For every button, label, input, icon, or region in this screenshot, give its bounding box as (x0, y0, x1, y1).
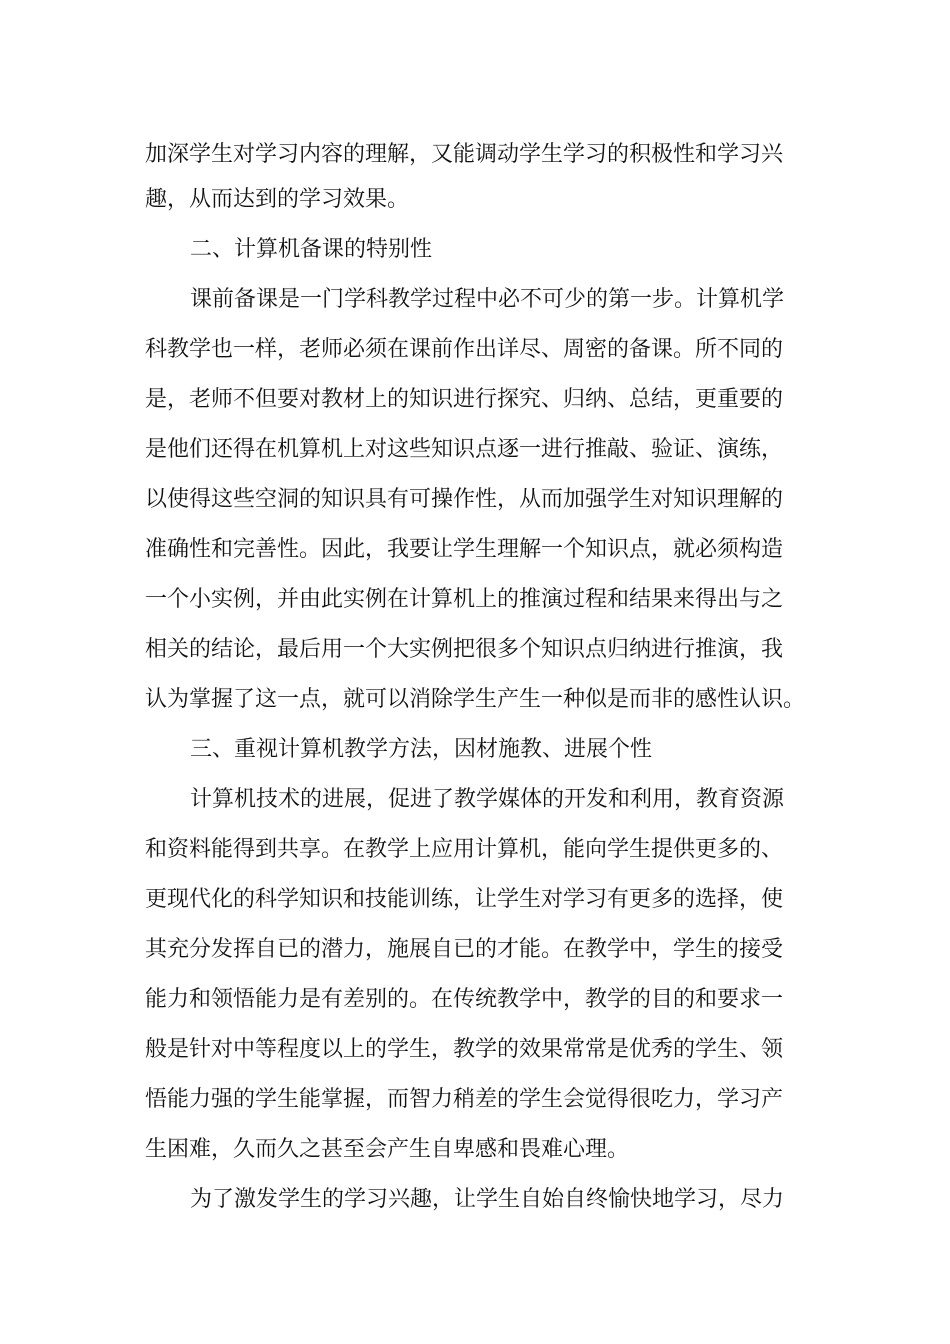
text-line: 是，老师不但要对教材上的知识进行探究、归纳、总结，更重要的 (145, 387, 784, 412)
text-line: 悟能力强的学生能掌握，而智力稍差的学生会觉得很吃力，学习产 (145, 1087, 784, 1112)
section-heading: 二、计算机备课的特别性 (190, 237, 433, 262)
text-line: 加深学生对学习内容的理解，又能调动学生学习的积极性和学习兴 (145, 142, 784, 167)
text-line: 和资料能得到共享。在教学上应用计算机，能向学生提供更多的、 (145, 837, 784, 862)
text-line: 趣，从而达到的学习效果。 (145, 187, 410, 212)
text-line: 课前备课是一门学科教学过程中必不可少的第一步。计算机学 (190, 287, 785, 312)
text-line: 一个小实例，并由此实例在计算机上的推演过程和结果来得出与之 (145, 587, 784, 612)
text-line: 以使得这些空洞的知识具有可操作性，从而加强学生对知识理解的 (145, 487, 784, 512)
text-line: 相关的结论，最后用一个大实例把很多个知识点归纳进行推演，我 (145, 637, 784, 662)
section-heading: 三、重视计算机教学方法，因材施教、进展个性 (190, 737, 653, 762)
text-line: 其充分发挥自已的潜力，施展自已的才能。在教学中，学生的接受 (145, 937, 784, 962)
text-line: 是他们还得在机算机上对这些知识点逐一进行推敲、验证、演练， (145, 437, 784, 462)
text-line: 生困难，久而久之甚至会产生自卑感和畏难心理。 (145, 1137, 630, 1162)
text-line: 认为掌握了这一点，就可以消除学生产生一种似是而非的感性认识。 (145, 687, 806, 712)
text-line: 能力和领悟能力是有差别的。在传统教学中，教学的目的和要求一 (145, 987, 784, 1012)
text-line: 科教学也一样，老师必须在课前作出详尽、周密的备课。所不同的 (145, 337, 784, 362)
text-line: 为了激发学生的学习兴趣，让学生自始自终愉快地学习，尽力 (190, 1187, 785, 1212)
text-line: 般是针对中等程度以上的学生，教学的效果常常是优秀的学生、领 (145, 1037, 784, 1062)
text-line: 计算机技术的进展，促进了教学媒体的开发和利用，教育资源 (190, 787, 785, 812)
text-line: 更现代化的科学知识和技能训练，让学生对学习有更多的选择，使 (145, 887, 784, 912)
text-line: 准确性和完善性。因此，我要让学生理解一个知识点，就必须构造 (145, 537, 784, 562)
